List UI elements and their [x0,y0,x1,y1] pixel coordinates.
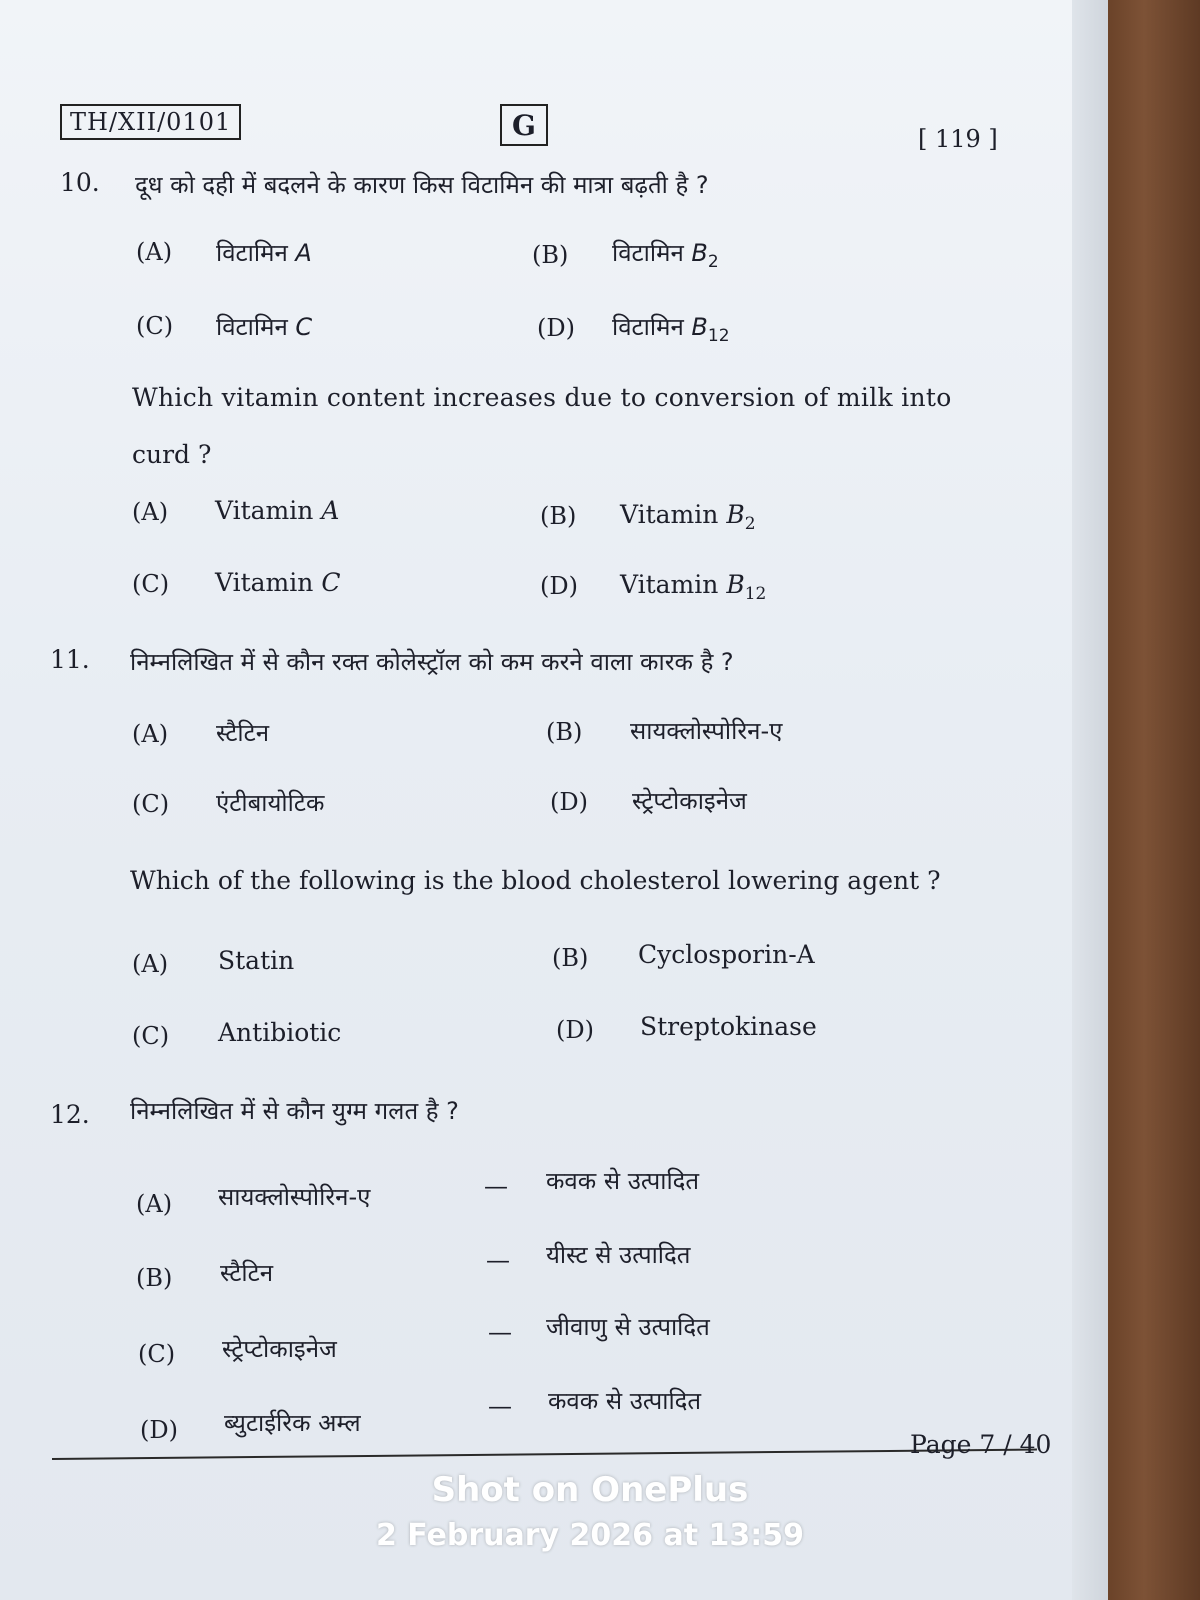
pair-a-dash: — [484,1172,508,1200]
option-label: (A) [132,950,169,978]
paper-code: TH/XII/0101 [60,104,241,140]
option-label: (D) [140,1416,178,1444]
option-label: (C) [132,570,170,598]
option-label: (C) [138,1340,176,1368]
pair-b-dash: — [486,1246,510,1274]
question-text-english: Which of the following is the blood cholesterol lowering agent ? [130,866,941,895]
question-text-english-cont: curd ? [132,440,212,469]
option-label: (B) [532,241,569,269]
option-label: (B) [552,944,589,972]
set-code: G [500,104,548,146]
option-label: (A) [136,1190,173,1218]
pair-d-dash: — [488,1392,512,1420]
option-label: (D) [537,314,575,342]
option-a-hindi: स्टैटिन [216,719,270,747]
option-b-hindi: विटामिन $B_2$ [612,239,719,272]
page-number: Page 7 / 40 [910,1430,1052,1459]
option-d-english: Vitamin $B_{12}$ [620,570,767,604]
pair-a-item: सायक्लोस्पोरिन-ए [218,1183,371,1211]
question-number: 12. [50,1100,90,1129]
option-a-hindi: विटामिन A [216,239,312,267]
option-label: (A) [132,720,169,748]
option-label: (A) [132,498,169,526]
question-text-hindi: निम्नलिखित में से कौन रक्त कोलेस्ट्रॉल को कम करने वाला कारक है ? [130,648,734,676]
pair-b-item: स्टैटिन [220,1259,274,1287]
option-label: (B) [546,718,583,746]
option-c-english: Vitamin C [215,568,341,597]
option-label: (D) [540,572,578,600]
page-code: [ 119 ] [918,125,998,153]
option-c-english: Antibiotic [218,1018,342,1047]
option-label: (A) [136,238,173,266]
option-b-english: Cyclosporin-A [638,940,815,969]
camera-watermark-timestamp: 2 February 2026 at 13:59 [375,1518,805,1553]
pair-a-source: कवक से उत्पादित [546,1167,700,1195]
pair-c-dash: — [488,1318,512,1346]
question-number: 10. [60,168,100,197]
option-d-english: Streptokinase [640,1012,817,1041]
option-label: (B) [136,1264,173,1292]
option-b-hindi: सायक्लोस्पोरिन-ए [630,717,783,745]
option-c-hindi: विटामिन C [216,313,313,341]
option-d-hindi: स्ट्रेप्टोकाइनेज [632,787,747,815]
option-label: (C) [132,1022,170,1050]
pair-c-source: जीवाणु से उत्पादित [546,1313,710,1341]
option-label: (C) [136,312,174,340]
pair-d-source: कवक से उत्पादित [548,1387,702,1415]
option-a-english: Vitamin A [215,496,340,525]
pair-b-source: यीस्ट से उत्पादित [546,1241,691,1269]
option-label: (D) [550,788,588,816]
option-b-english: Vitamin $B_2$ [620,500,756,534]
footer-rule [52,1449,1037,1460]
question-number: 11. [50,645,90,674]
option-label: (D) [556,1016,594,1044]
question-text-hindi: दूध को दही में बदलने के कारण किस विटामिन की मात्रा बढ़ती है ? [135,171,709,199]
option-d-hindi: विटामिन $B_{12}$ [612,313,730,346]
pair-c-item: स्ट्रेप्टोकाइनेज [222,1335,337,1363]
option-a-english: Statin [218,946,295,975]
option-label: (C) [132,790,170,818]
option-c-hindi: एंटीबायोटिक [216,789,325,817]
option-label: (B) [540,502,577,530]
question-text-hindi: निम्नलिखित में से कौन युग्म गलत है ? [130,1097,459,1125]
question-text-english: Which vitamin content increases due to conversion of milk into [132,383,952,412]
page-edge [1072,0,1108,1600]
camera-watermark-brand: Shot on OnePlus [431,1470,749,1510]
pair-d-item: ब्युटाईरिक अम्ल [224,1409,361,1437]
